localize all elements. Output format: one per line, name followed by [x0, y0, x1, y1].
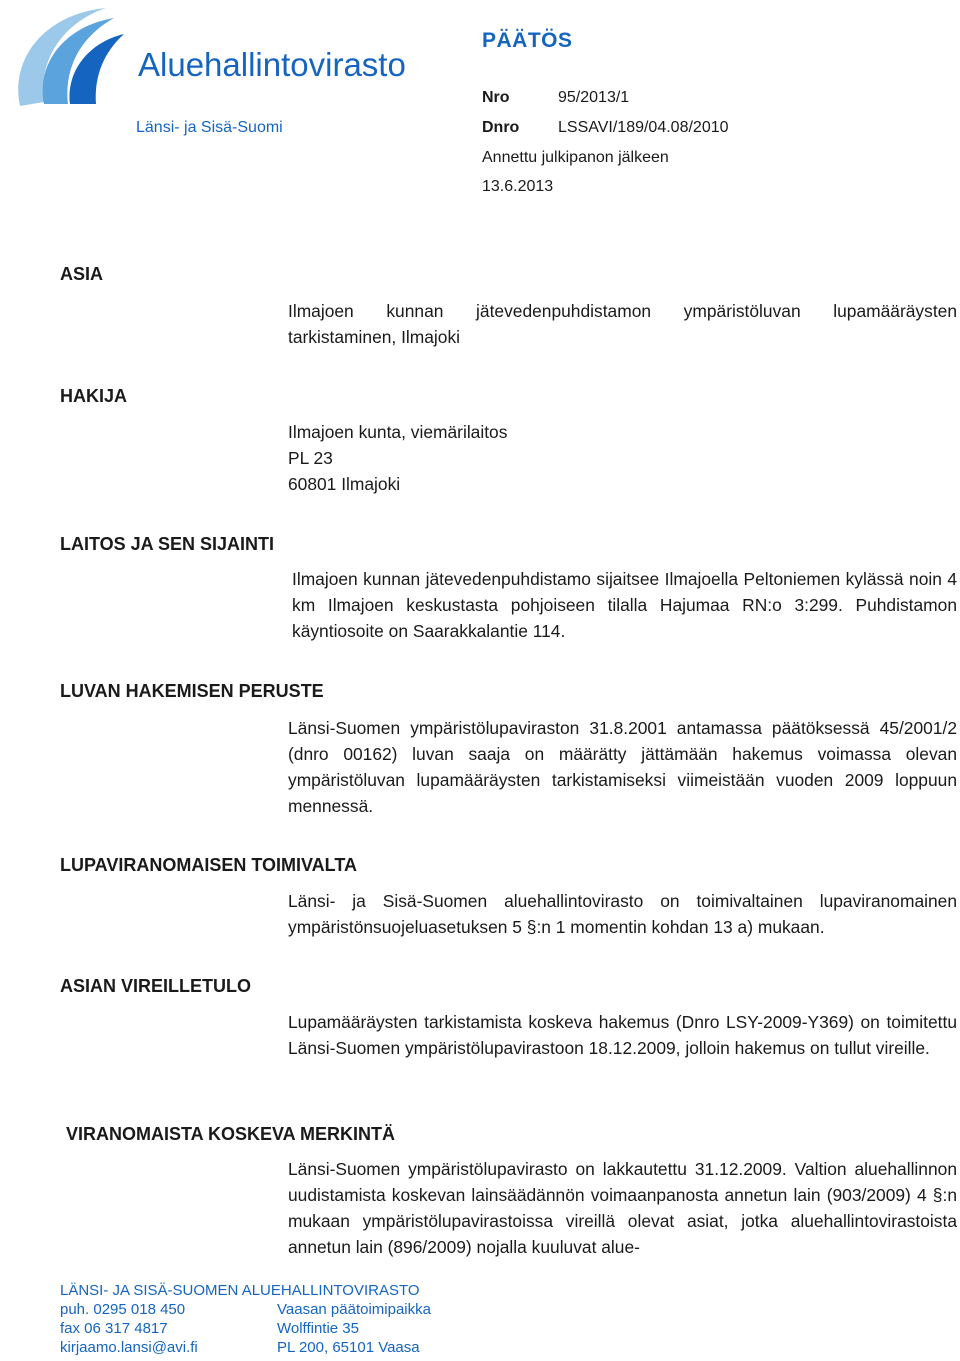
applicant-address	[288, 419, 957, 497]
footer-fax: fax 06 317 4817	[60, 1320, 168, 1337]
footer-office: Vaasan päätoimipaikka	[277, 1301, 431, 1318]
logo-swoosh-icon	[14, 4, 414, 116]
section-heading: VIRANOMAISTA KOSKEVA MERKINTÄ	[66, 1124, 396, 1144]
footer-org: LÄNSI- JA SISÄ-SUOMEN ALUEHALLINTOVIRASTO	[60, 1282, 420, 1299]
applicant-pobox: PL 23	[288, 448, 333, 468]
section-text: Länsi-Suomen ympäristölupavirasto on lakkautettu 31.12.2009. Valtion aluehallinnon uudistamista koskevan lainsäädännön voimaanpanosta annetun lain (903/2009) 4 §:n mukaan ympäristölupavirastoissa vireillä olevat asiat, jotka aluehallintovirastoista annetun lain (896/2009) nojalla kuuluvat alue-	[288, 1159, 957, 1257]
section-heading: HAKIJA	[60, 386, 128, 406]
document-type: PÄÄTÖS	[482, 29, 573, 52]
footer-street: Wolffintie 35	[277, 1320, 359, 1337]
record-number	[482, 119, 729, 137]
section-heading: LAITOS JA SEN SIJAINTI	[60, 534, 275, 554]
section-text: Ilmajoen kunnan jätevedenpuhdistamo sijaitsee Ilmajoella Peltoniemen kylässä noin 4 km Ilmajoen keskustasta pohjoiseen tilalla Hajumaa RN:o 3:299. Puhdistamon käyntiosoite on Saarakkalantie 114.	[292, 569, 957, 641]
decision-number	[482, 89, 629, 107]
section-text: Länsi-Suomen ympäristölupaviraston 31.8.2001 antamassa päätöksessä 45/2001/2 (dnro 00162) luvan saaja on määrätty jättämään hakemus voimassa olevan ympäristöluvan lupamääräysten tarkistamiseksi viimeistään vuoden 2009 loppuun mennessä.	[288, 718, 957, 816]
issue-date: 13.6.2013	[482, 178, 554, 195]
logo-wordmark: Aluehallintovirasto	[138, 46, 406, 83]
page-footer	[60, 1281, 560, 1357]
nro-value: 95/2013/1	[558, 89, 630, 106]
nro-label: Nro	[482, 89, 510, 106]
section-text: Länsi- ja Sisä-Suomen aluehallintovirasto on toimivaltainen lupaviranomainen ympäristönsuojeluasetuksen 5 §:n 1 momentin kohdan 13 a) mukaan.	[288, 891, 957, 937]
footer-phone: puh. 0295 018 450	[60, 1301, 186, 1318]
section-text: Ilmajoen kunnan jätevedenpuhdistamon ympäristöluvan lupamääräysten tarkistaminen, Ilmajoki	[288, 301, 957, 347]
section-text: Lupamääräysten tarkistamista koskeva hakemus (Dnro LSY-2009-Y369) on toimitettu Länsi-Suomen ympäristölupavirastoon 18.12.2009, jolloin hakemus on tullut vireille.	[288, 1012, 957, 1058]
footer-postal: PL 200, 65101 Vaasa	[277, 1339, 420, 1356]
dnro-value: LSSAVI/189/04.08/2010	[558, 119, 729, 136]
dnro-label: Dnro	[482, 119, 520, 136]
issued-note: Annettu julkipanon jälkeen	[482, 149, 669, 166]
section-heading: ASIAN VIREILLETULO	[60, 976, 252, 996]
section-heading: ASIA	[60, 264, 104, 284]
applicant-name: Ilmajoen kunta, viemärilaitos	[288, 422, 508, 442]
section-heading: LUPAVIRANOMAISEN TOIMIVALTA	[60, 855, 357, 875]
region-name: Länsi- ja Sisä-Suomi	[136, 119, 283, 136]
agency-logo	[14, 4, 414, 116]
applicant-postcode: 60801 Ilmajoki	[288, 474, 401, 494]
section-heading: LUVAN HAKEMISEN PERUSTE	[60, 681, 324, 701]
footer-email[interactable]: kirjaamo.lansi@avi.fi	[60, 1339, 198, 1356]
